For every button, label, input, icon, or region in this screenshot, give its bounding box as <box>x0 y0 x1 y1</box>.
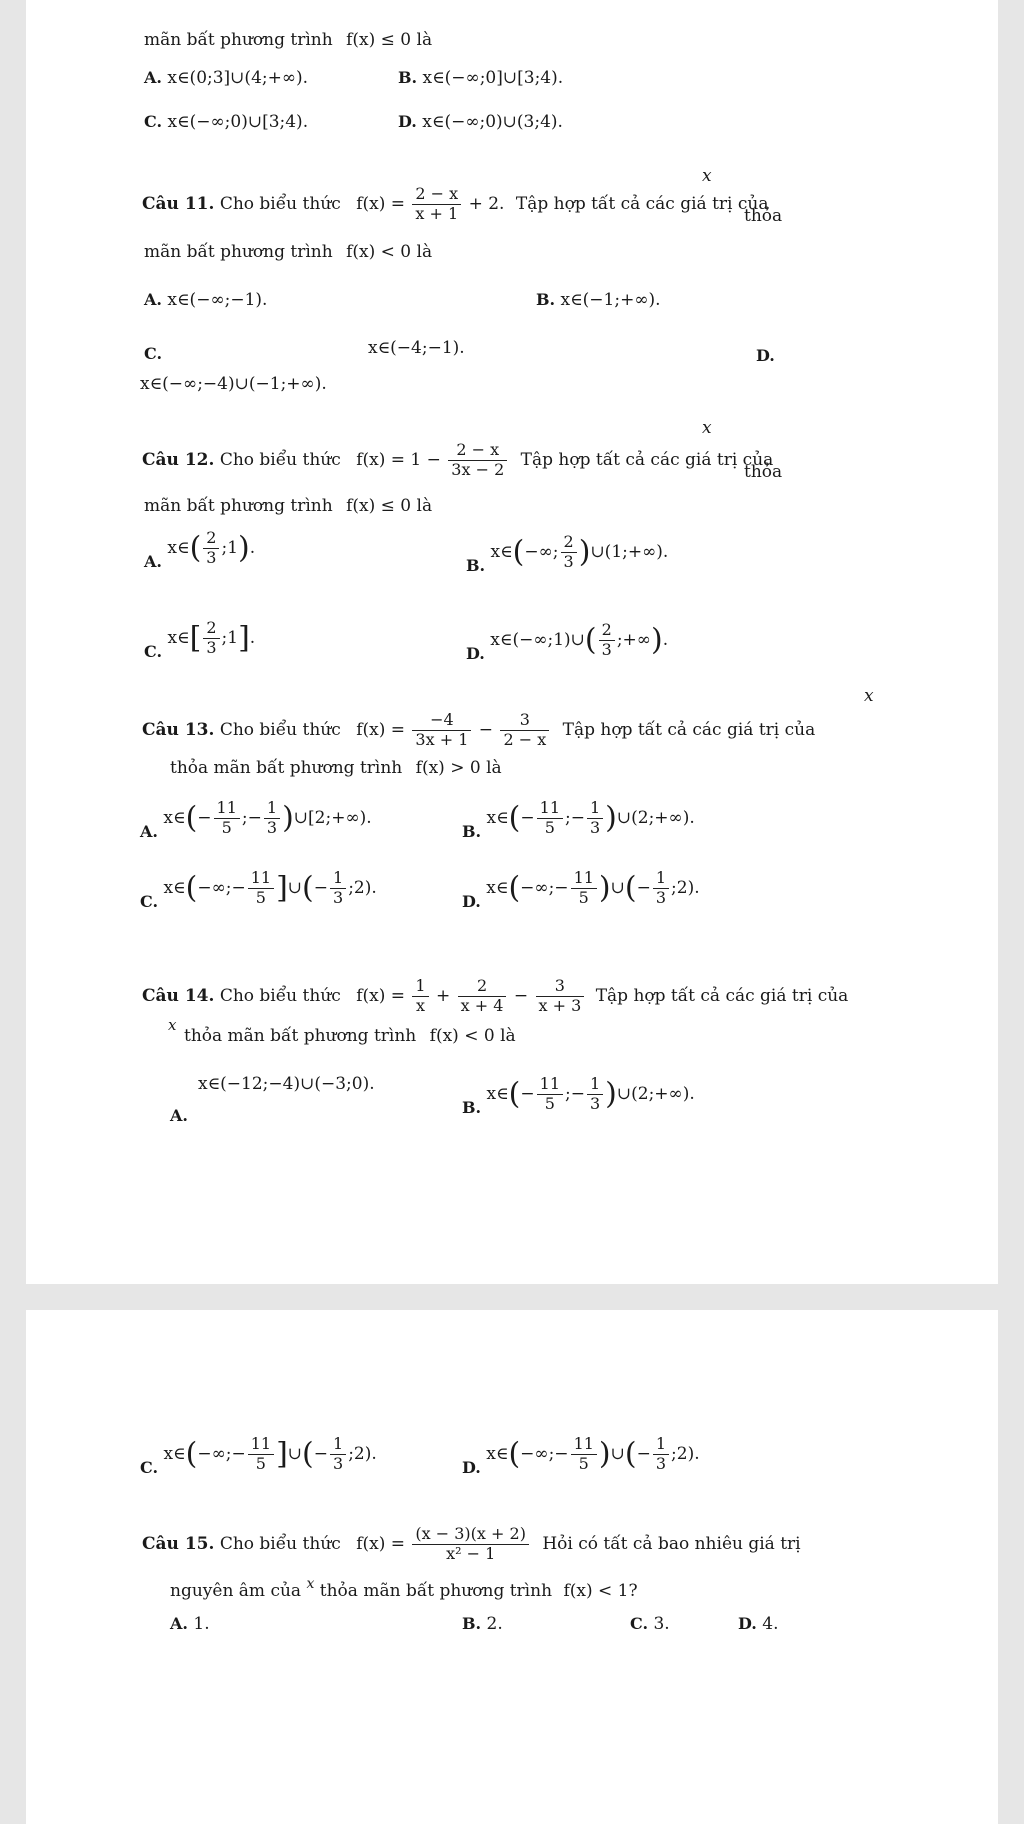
option-text: 3. <box>653 1614 670 1634</box>
condition: f(x) < 1 <box>563 1581 629 1601</box>
fraction <box>587 1076 603 1113</box>
question-ask: Tập hợp tất cả các giá trị của <box>515 193 769 214</box>
fraction <box>203 530 219 567</box>
numerator: 1 <box>330 870 346 889</box>
option-prefix: x∈ <box>486 1443 509 1464</box>
fraction <box>537 1076 563 1113</box>
variable-x: x <box>702 166 712 186</box>
numerator: 3 <box>500 712 549 731</box>
q11-option-b[interactable] <box>536 290 661 310</box>
option-end: ;2). <box>671 877 700 898</box>
option-label: B. <box>462 1097 482 1117</box>
numerator: 11 <box>537 800 563 819</box>
denominator: 5 <box>544 817 555 837</box>
option-label: B. <box>462 1614 482 1633</box>
question-thoa: thỏa <box>744 462 783 482</box>
fraction <box>653 870 669 907</box>
option-end: ;2). <box>348 1443 377 1464</box>
denominator: x <box>415 995 426 1015</box>
q11-option-d-text[interactable]: x∈(−∞;−4)∪(−1;+∞). <box>140 374 327 394</box>
question-text: nguyên âm của <box>170 1581 302 1601</box>
denominator: 3 <box>333 887 344 907</box>
option-label: A. <box>144 290 162 309</box>
question-number: Câu 13. <box>142 719 215 740</box>
function-label: f(x) = <box>356 985 405 1006</box>
stem-la: là <box>416 30 433 50</box>
question-lead: Cho biểu thức <box>219 985 341 1006</box>
question-14-line2 <box>184 1026 516 1046</box>
q11-option-c-text[interactable]: x∈(−4;−1). <box>368 338 465 358</box>
top-option-c[interactable] <box>144 112 308 132</box>
expression-tail: + 2. <box>468 193 505 214</box>
fraction <box>571 870 597 907</box>
denominator: 3 <box>655 1453 667 1473</box>
question-ask: Tập hợp tất cả các giá trị của <box>562 719 816 740</box>
numerator: 2 <box>561 534 577 553</box>
option-text: x∈(−∞;0]∪[3;4). <box>422 68 564 88</box>
question-lead: Cho biểu thức <box>219 193 341 214</box>
option-prefix: x∈ <box>486 877 509 898</box>
question-la: là <box>486 758 502 778</box>
option-text: x∈(−1;+∞). <box>560 290 661 310</box>
page-2 <box>26 1310 998 1824</box>
question-lead: Cho biểu thức <box>219 449 341 470</box>
numerator: 2 <box>203 530 219 549</box>
numerator: 3 <box>536 978 585 997</box>
q11-option-d-label[interactable]: D. <box>756 346 775 365</box>
denominator: 5 <box>578 887 589 907</box>
fraction <box>264 800 280 837</box>
numerator: 2 − x <box>412 186 461 205</box>
denominator: 3 <box>589 817 601 837</box>
option-label: B. <box>536 290 556 309</box>
option-label: D. <box>466 643 485 663</box>
question-number: Câu 11. <box>142 193 215 214</box>
fraction <box>412 978 428 1015</box>
bracket: ( <box>584 622 597 658</box>
option-end: ∪(2;+∞). <box>616 807 695 828</box>
question-lead: Cho biểu thức <box>219 1533 341 1554</box>
option-label: C. <box>630 1614 649 1633</box>
denominator: 2 − x <box>503 729 547 749</box>
question-number: Câu 14. <box>142 985 215 1006</box>
option-label: B. <box>462 821 482 841</box>
option-prefix: x∈ <box>167 537 190 558</box>
denominator: 3 <box>655 887 667 907</box>
denominator: 3 <box>333 1453 344 1473</box>
p2-option-d[interactable]: D. x∈(−∞;− $\frac{11}{5}$ )∪(− $\frac{1}{3}$ ;2). <box>462 1434 700 1477</box>
denominator: 3 <box>563 551 574 571</box>
numerator: 2 <box>599 622 615 641</box>
operator: + <box>436 985 451 1006</box>
q13-option-c[interactable]: C. x∈(−∞;− $\frac{11}{5}$ ]∪(− $\frac{1}{3}$ ;2). <box>140 868 377 911</box>
denominator: 3 <box>601 639 612 659</box>
option-text: ;1 <box>221 627 239 648</box>
question-text: mãn bất phương trình <box>144 496 333 516</box>
question-15-line2 <box>170 1576 638 1601</box>
option-label: B. <box>398 68 418 87</box>
top-option-b[interactable] <box>398 68 563 88</box>
numerator: 11 <box>571 1436 597 1455</box>
q14-option-b[interactable]: B. x∈(− $\frac{11}{5}$ ;− $\frac{1}{3}$ )∪(2;+∞). <box>462 1074 695 1117</box>
option-end: ;2). <box>671 1443 700 1464</box>
question-number: Câu 12. <box>142 449 215 470</box>
denominator: x² − 1 <box>446 1543 496 1563</box>
option-label: C. <box>144 112 163 131</box>
fraction <box>248 1436 274 1473</box>
numerator: 1 <box>587 1076 603 1095</box>
denominator: x + 3 <box>538 995 582 1015</box>
denominator: 5 <box>544 1093 555 1113</box>
question-la: là <box>416 496 433 516</box>
denominator: 3x + 1 <box>415 729 469 749</box>
option-prefix: x∈(−∞;1)∪ <box>490 629 585 650</box>
option-text: 4. <box>762 1614 779 1634</box>
fraction <box>561 534 577 571</box>
question-11 <box>142 186 769 223</box>
option-end: ∪[2;+∞). <box>293 807 372 828</box>
question-la: là <box>500 1026 516 1046</box>
denominator: 5 <box>255 887 266 907</box>
option-text: x∈(−∞;0)∪(3;4). <box>422 112 563 132</box>
bracket: ( <box>512 534 525 570</box>
option-text: ;1 <box>221 537 239 558</box>
variable-x: x <box>306 1576 315 1592</box>
question-ask: Tập hợp tất cả các giá trị của <box>595 985 849 1006</box>
option-end: ∪(1;+∞). <box>590 541 669 562</box>
bracket: ( <box>189 530 202 566</box>
stem-text: mãn bất phương trình <box>144 30 333 50</box>
question-text: thỏa mãn bất phương trình <box>319 1581 553 1601</box>
q14-option-a-text[interactable]: x∈(−12;−4)∪(−3;0). <box>198 1074 375 1094</box>
q15-option-b[interactable] <box>462 1614 503 1634</box>
bracket: ] <box>238 620 250 656</box>
fraction <box>214 800 240 837</box>
question-mark: ? <box>628 1581 638 1601</box>
numerator: 11 <box>248 870 274 889</box>
bracket: ) <box>578 534 591 570</box>
question-la: là <box>416 242 433 262</box>
option-text: 1. <box>193 1614 210 1634</box>
denominator: 3 <box>266 817 278 837</box>
option-prefix: x∈ <box>163 1443 186 1464</box>
q15-option-a[interactable] <box>170 1614 210 1634</box>
option-text: x∈(−∞;−1). <box>167 290 268 310</box>
function-label: f(x) = <box>356 193 405 214</box>
question-text: mãn bất phương trình <box>144 242 333 262</box>
option-text: −∞;− <box>520 877 569 898</box>
q13-option-a[interactable]: A. x∈(− $\frac{11}{5}$ ;− $\frac{1}{3}$ )∪[2;+∞). <box>140 798 372 841</box>
question-lead: Cho biểu thức <box>219 719 341 740</box>
denominator: x + 1 <box>415 203 459 223</box>
option-label: A. <box>144 68 162 87</box>
option-text: ;+∞ <box>616 629 651 650</box>
option-label: D. <box>462 1457 481 1477</box>
option-end: . <box>249 537 256 558</box>
option-label: B. <box>466 555 486 575</box>
numerator: 2 <box>458 978 507 997</box>
stem-line <box>144 30 432 50</box>
question-text: thỏa mãn bất phương trình <box>184 1026 417 1046</box>
fraction <box>448 442 507 479</box>
question-thoa: thỏa <box>744 206 783 226</box>
option-prefix: x∈ <box>163 877 186 898</box>
numerator: 11 <box>571 870 597 889</box>
q12-option-d[interactable] <box>466 622 668 663</box>
question-14 <box>142 978 848 1015</box>
option-label: C. <box>144 641 163 661</box>
variable-x: x <box>168 1016 177 1034</box>
question-ask: Tập hợp tất cả các giá trị của <box>520 449 774 470</box>
q14-option-a-label[interactable]: A. <box>170 1106 188 1125</box>
numerator: 2 − x <box>448 442 507 461</box>
denominator: 3 <box>206 637 217 657</box>
p2-option-c[interactable]: C. x∈(−∞;− $\frac{11}{5}$ ]∪(− $\frac{1}{3}$ ;2). <box>140 1434 377 1477</box>
question-13 <box>142 712 815 749</box>
bracket: ) <box>238 530 250 566</box>
numerator: 11 <box>214 800 240 819</box>
function-label: f(x) = <box>356 719 405 740</box>
fraction <box>571 1436 597 1473</box>
fraction <box>599 622 615 659</box>
q12-option-c[interactable] <box>144 620 255 661</box>
top-option-d[interactable] <box>398 112 563 132</box>
option-prefix: x∈ <box>486 1083 509 1104</box>
q11-option-a[interactable] <box>144 290 267 310</box>
question-15 <box>142 1526 801 1563</box>
fraction <box>412 712 471 749</box>
top-option-a[interactable] <box>144 68 308 88</box>
option-text: x∈(−∞;0)∪[3;4). <box>167 112 309 132</box>
option-label: D. <box>462 891 481 911</box>
option-label: D. <box>398 112 417 131</box>
option-end: . <box>249 627 256 648</box>
numerator: 1 <box>264 800 280 819</box>
denominator: x + 4 <box>460 995 504 1015</box>
option-text: 2. <box>486 1614 503 1634</box>
question-13-line2 <box>170 758 502 778</box>
page-1 <box>26 0 998 1284</box>
fraction <box>330 870 346 907</box>
condition: f(x) ≤ 0 <box>346 496 412 516</box>
operator: − <box>478 719 494 740</box>
option-label: C. <box>140 1457 159 1477</box>
option-text: −∞;− <box>197 877 246 898</box>
fraction <box>458 978 507 1015</box>
fraction <box>412 186 461 223</box>
fraction <box>653 1436 669 1473</box>
fraction <box>537 800 563 837</box>
question-ask: Hỏi có tất cả bao nhiêu giá trị <box>542 1533 801 1554</box>
fraction <box>587 800 603 837</box>
condition: f(x) > 0 <box>415 758 481 778</box>
denominator: 5 <box>255 1453 266 1473</box>
question-12-line2 <box>144 496 432 516</box>
q12-option-b[interactable] <box>466 534 668 575</box>
option-prefix: x∈ <box>167 627 190 648</box>
question-text: thỏa mãn bất phương trình <box>170 758 403 778</box>
denominator: 3 <box>206 547 217 567</box>
fraction <box>248 870 274 907</box>
q12-option-a[interactable] <box>144 530 255 571</box>
numerator: 11 <box>537 1076 563 1095</box>
fraction <box>536 978 585 1015</box>
option-text: −∞;− <box>197 1443 246 1464</box>
numerator: 2 <box>203 620 219 639</box>
option-end: ;2). <box>348 877 377 898</box>
numerator: 1 <box>587 800 603 819</box>
fraction <box>203 620 219 657</box>
option-text: −∞; <box>524 541 559 562</box>
q13-option-d[interactable]: D. x∈(−∞;− $\frac{11}{5}$ )∪(− $\frac{1}{3}$ ;2). <box>462 868 700 911</box>
option-prefix: x∈ <box>490 541 513 562</box>
option-end: ∪(2;+∞). <box>616 1083 695 1104</box>
denominator: 5 <box>578 1453 589 1473</box>
numerator: 1 <box>330 1436 346 1455</box>
option-label: A. <box>170 1614 188 1633</box>
q13-option-b[interactable]: B. x∈(− $\frac{11}{5}$ ;− $\frac{1}{3}$ )∪(2;+∞). <box>462 798 695 841</box>
denominator: 3 <box>589 1093 601 1113</box>
bracket: ) <box>650 622 663 658</box>
variable-x: x <box>864 686 874 706</box>
condition: f(x) < 0 <box>429 1026 495 1046</box>
option-label: C. <box>140 891 159 911</box>
variable-x: x <box>702 418 712 438</box>
function-label: f(x) = <box>356 1533 405 1554</box>
question-number: Câu 15. <box>142 1533 215 1554</box>
option-end: . <box>662 629 669 650</box>
condition: f(x) < 0 <box>346 242 412 262</box>
numerator: (x − 3)(x + 2) <box>412 1526 529 1545</box>
option-text: −∞;− <box>520 1443 569 1464</box>
stem-condition: f(x) ≤ 0 <box>346 30 412 50</box>
option-label: A. <box>144 551 162 571</box>
numerator: 11 <box>248 1436 274 1455</box>
denominator: 3x − 2 <box>451 459 505 479</box>
numerator: 1 <box>653 1436 669 1455</box>
q11-option-c-label[interactable]: C. <box>144 344 163 363</box>
fraction <box>412 1526 529 1563</box>
operator: − <box>513 985 529 1006</box>
function-label: f(x) = 1 − <box>356 449 441 470</box>
q15-option-d[interactable] <box>738 1614 779 1634</box>
fraction <box>500 712 549 749</box>
option-prefix: x∈ <box>163 807 186 828</box>
option-label: D. <box>738 1614 757 1633</box>
fraction <box>330 1436 346 1473</box>
denominator: 5 <box>221 817 232 837</box>
option-label: A. <box>140 821 158 841</box>
option-text: x∈(0;3]∪(4;+∞). <box>167 68 309 88</box>
question-12 <box>142 442 773 479</box>
numerator: 1 <box>653 870 669 889</box>
question-11-line2 <box>144 242 432 262</box>
bracket: [ <box>189 620 202 656</box>
numerator: 1 <box>412 978 428 997</box>
q15-option-c[interactable] <box>630 1614 670 1634</box>
numerator: −4 <box>412 712 471 731</box>
option-prefix: x∈ <box>486 807 509 828</box>
